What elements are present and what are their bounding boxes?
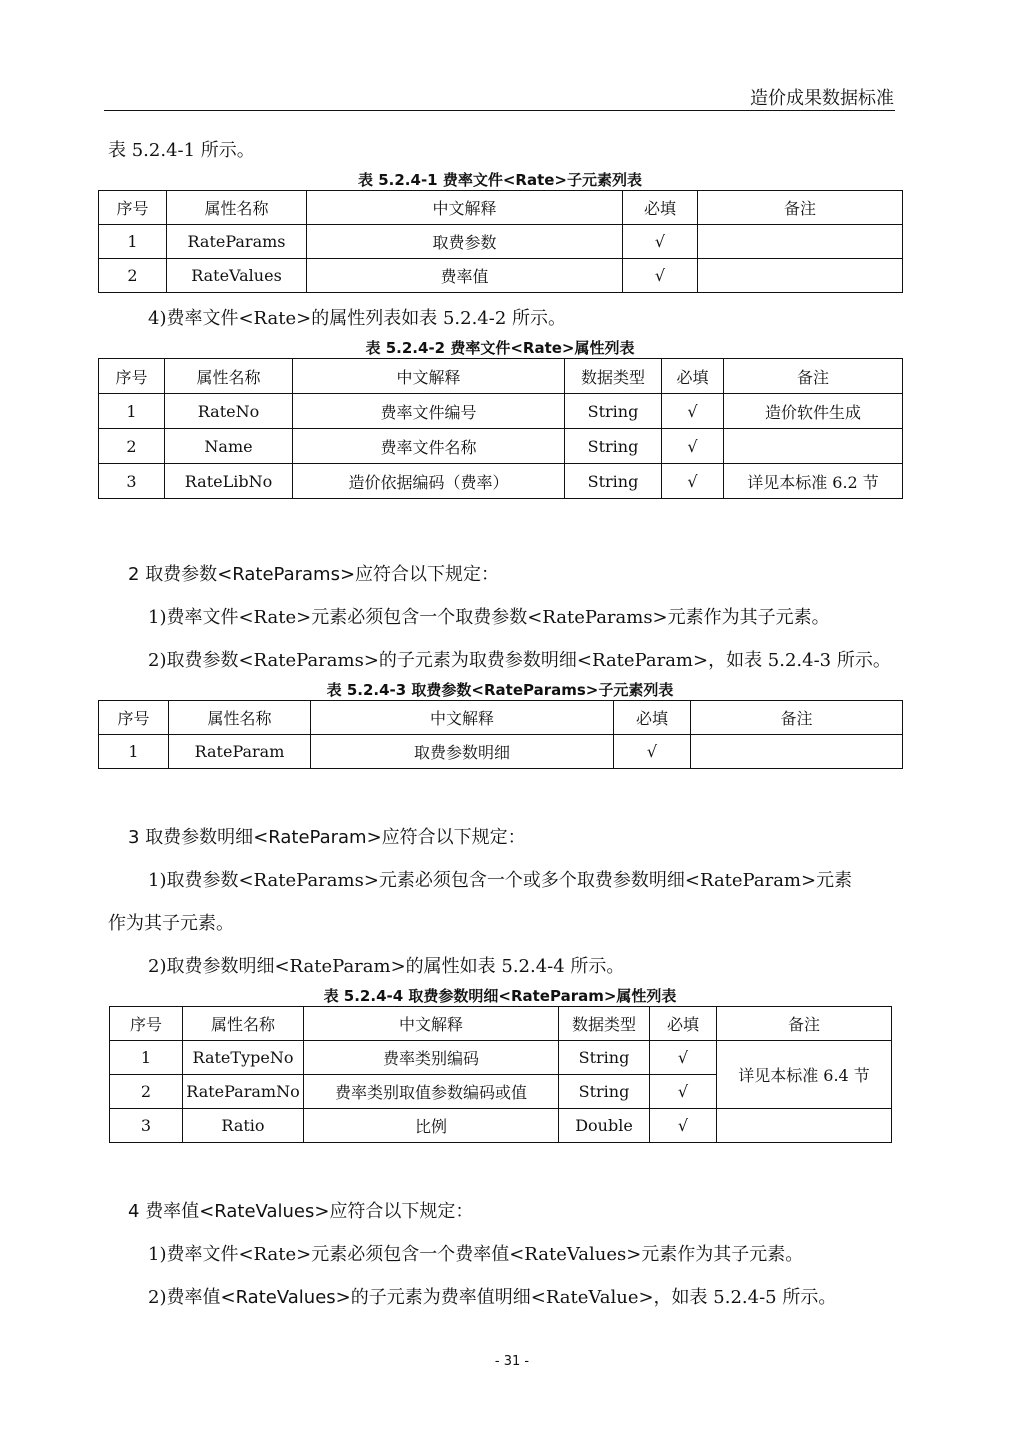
- table-cell: √: [650, 1109, 717, 1143]
- merged-note-cell: 详见本标准 6.4 节: [717, 1041, 892, 1109]
- paragraph-prefix: 2)费率值: [148, 1287, 221, 1308]
- paragraph: 1)费率文件<Rate>元素必须包含一个取费参数<RateParams>元素作为其子元素。: [148, 607, 830, 628]
- table-cell: 费率类别取值参数编码或值: [304, 1075, 559, 1109]
- table-cell: √: [662, 464, 724, 499]
- header-cell: 中文解释: [304, 1007, 559, 1041]
- table-header-row: [99, 359, 903, 394]
- table-cell: RateParams: [167, 225, 307, 259]
- paragraph-continuation: 作为其子元素。: [108, 913, 234, 934]
- table-cell: RateLibNo: [165, 464, 293, 499]
- page-number: - 31 -: [494, 1354, 530, 1369]
- table-row: [99, 394, 903, 429]
- section-heading-prefix: 取费参数: [145, 564, 218, 585]
- table-caption: 表 5.2.4-1 费率文件<Rate>子元素列表: [358, 171, 642, 189]
- table-cell: 1: [99, 735, 169, 769]
- header-cell: 备注: [724, 359, 903, 394]
- section-heading-rate-param: [128, 827, 526, 849]
- paragraph: 2)取费参数明细<RateParam>的属性如表 5.2.4-4 所示。: [148, 956, 625, 977]
- table-cell: 2: [99, 429, 165, 464]
- section-heading-rate-params: [128, 564, 499, 586]
- table-row: [110, 1041, 892, 1075]
- running-header: 造价成果数据标准: [750, 88, 894, 109]
- table-row: [99, 464, 903, 499]
- header-cell: 必填: [623, 191, 698, 225]
- table-header-row: [99, 191, 903, 225]
- header-cell: 数据类型: [565, 359, 662, 394]
- paragraph-suffix: 的子元素为费率值明细<RateValue>，如表 5.2.4-5 所示。: [350, 1287, 837, 1308]
- header-cell: 备注: [698, 191, 903, 225]
- paragraph-rate-values-children: [148, 1287, 836, 1309]
- table-cell: 造价软件生成: [724, 394, 903, 429]
- paragraph-tag: <RateValues>: [220, 1287, 351, 1308]
- table-cell: [724, 429, 903, 464]
- section-heading-suffix: 应符合以下规定：: [329, 1201, 474, 1222]
- table-cell: 2: [110, 1075, 183, 1109]
- table-row: [99, 259, 903, 293]
- header-cell: 序号: [99, 359, 165, 394]
- paragraph: 2)取费参数<RateParams>的子元素为取费参数明细<RateParam>，如表 5.2.4-3 所示。: [148, 650, 891, 671]
- table-cell: 3: [99, 464, 165, 499]
- table-cell: 比例: [304, 1109, 559, 1143]
- header-cell: 必填: [614, 701, 691, 735]
- table-cell: RateParamNo: [183, 1075, 304, 1109]
- table-cell: RateNo: [165, 394, 293, 429]
- table-cell: √: [650, 1075, 717, 1109]
- paragraph: 1)费率文件<Rate>元素必须包含一个费率值<RateValues>元素作为其子元素。: [148, 1244, 804, 1265]
- table-cell: RateParam: [169, 735, 311, 769]
- table-cell: String: [565, 394, 662, 429]
- section-number: 2: [128, 564, 140, 585]
- table-cell: Name: [165, 429, 293, 464]
- paragraph: 1)取费参数<RateParams>元素必须包含一个或多个取费参数明细<RateParam>元素: [148, 870, 853, 891]
- section-heading-tag: <RateParam>: [253, 827, 382, 848]
- table-caption: 表 5.2.4-4 取费参数明细<RateParam>属性列表: [323, 987, 677, 1005]
- table-cell: String: [565, 464, 662, 499]
- table-cell: 1: [99, 225, 167, 259]
- table-cell: 费率值: [307, 259, 623, 293]
- table-rateparam-attributes: [109, 1006, 892, 1143]
- table-cell: Double: [559, 1109, 650, 1143]
- header-cell: 属性名称: [183, 1007, 304, 1041]
- header-cell: 必填: [662, 359, 724, 394]
- header-cell: 中文解释: [307, 191, 623, 225]
- header-cell: 序号: [110, 1007, 183, 1041]
- table-caption: 表 5.2.4-2 费率文件<Rate>属性列表: [365, 339, 635, 357]
- header-cell: 序号: [99, 191, 167, 225]
- header-cell: 属性名称: [165, 359, 293, 394]
- table-cell: 费率文件编号: [293, 394, 565, 429]
- table-cell: 3: [110, 1109, 183, 1143]
- table-header-row: [99, 701, 903, 735]
- table-cell: 造价依据编码（费率）: [293, 464, 565, 499]
- section-heading-tag: <RateValues>: [199, 1201, 330, 1222]
- table-row: [99, 429, 903, 464]
- table-row: [99, 225, 903, 259]
- section-number: 4: [128, 1201, 140, 1222]
- section-heading-prefix: 费率值: [145, 1201, 200, 1222]
- table-cell: √: [650, 1041, 717, 1075]
- table-rate-children: [98, 190, 903, 293]
- table-row: [99, 735, 903, 769]
- header-rule: [104, 110, 895, 111]
- table-rate-attributes: [98, 358, 903, 499]
- table-header-row: [110, 1007, 892, 1041]
- table-cell: Ratio: [183, 1109, 304, 1143]
- table-cell: 详见本标准 6.2 节: [724, 464, 903, 499]
- section-heading-rate-values: [128, 1201, 473, 1223]
- table-rateparams-children: [98, 700, 903, 769]
- header-cell: 属性名称: [169, 701, 311, 735]
- table-cell: 取费参数明细: [311, 735, 614, 769]
- table-cell: [691, 735, 903, 769]
- header-cell: 中文解释: [293, 359, 565, 394]
- paragraph-intro: 表 5.2.4-1 所示。: [108, 140, 255, 161]
- table-cell: [698, 259, 903, 293]
- table-cell: √: [662, 429, 724, 464]
- table-cell: RateTypeNo: [183, 1041, 304, 1075]
- table-cell: String: [565, 429, 662, 464]
- header-cell: 序号: [99, 701, 169, 735]
- table-row: [110, 1109, 892, 1143]
- table-cell: String: [559, 1041, 650, 1075]
- header-cell: 数据类型: [559, 1007, 650, 1041]
- paragraph-rate-attributes: 4)费率文件<Rate>的属性列表如表 5.2.4-2 所示。: [148, 308, 566, 329]
- section-number: 3: [128, 827, 140, 848]
- header-cell: 中文解释: [311, 701, 614, 735]
- header-cell: 必填: [650, 1007, 717, 1041]
- header-cell: 属性名称: [167, 191, 307, 225]
- table-cell: String: [559, 1075, 650, 1109]
- table-cell: 2: [99, 259, 167, 293]
- table-cell: 费率类别编码: [304, 1041, 559, 1075]
- table-cell: 费率文件名称: [293, 429, 565, 464]
- section-heading-suffix: 应符合以下规定：: [355, 564, 500, 585]
- table-cell: √: [662, 394, 724, 429]
- header-cell: 备注: [717, 1007, 892, 1041]
- table-cell: √: [614, 735, 691, 769]
- table-cell: [698, 225, 903, 259]
- section-heading-prefix: 取费参数明细: [145, 827, 254, 848]
- header-cell: 备注: [691, 701, 903, 735]
- table-cell: 取费参数: [307, 225, 623, 259]
- table-cell: 1: [110, 1041, 183, 1075]
- section-heading-suffix: 应符合以下规定：: [381, 827, 526, 848]
- section-heading-tag: <RateParams>: [217, 564, 356, 585]
- table-cell: 1: [99, 394, 165, 429]
- table-cell: [717, 1109, 892, 1143]
- table-cell: √: [623, 259, 698, 293]
- table-caption: 表 5.2.4-3 取费参数<RateParams>子元素列表: [326, 681, 674, 699]
- table-cell: √: [623, 225, 698, 259]
- table-cell: RateValues: [167, 259, 307, 293]
